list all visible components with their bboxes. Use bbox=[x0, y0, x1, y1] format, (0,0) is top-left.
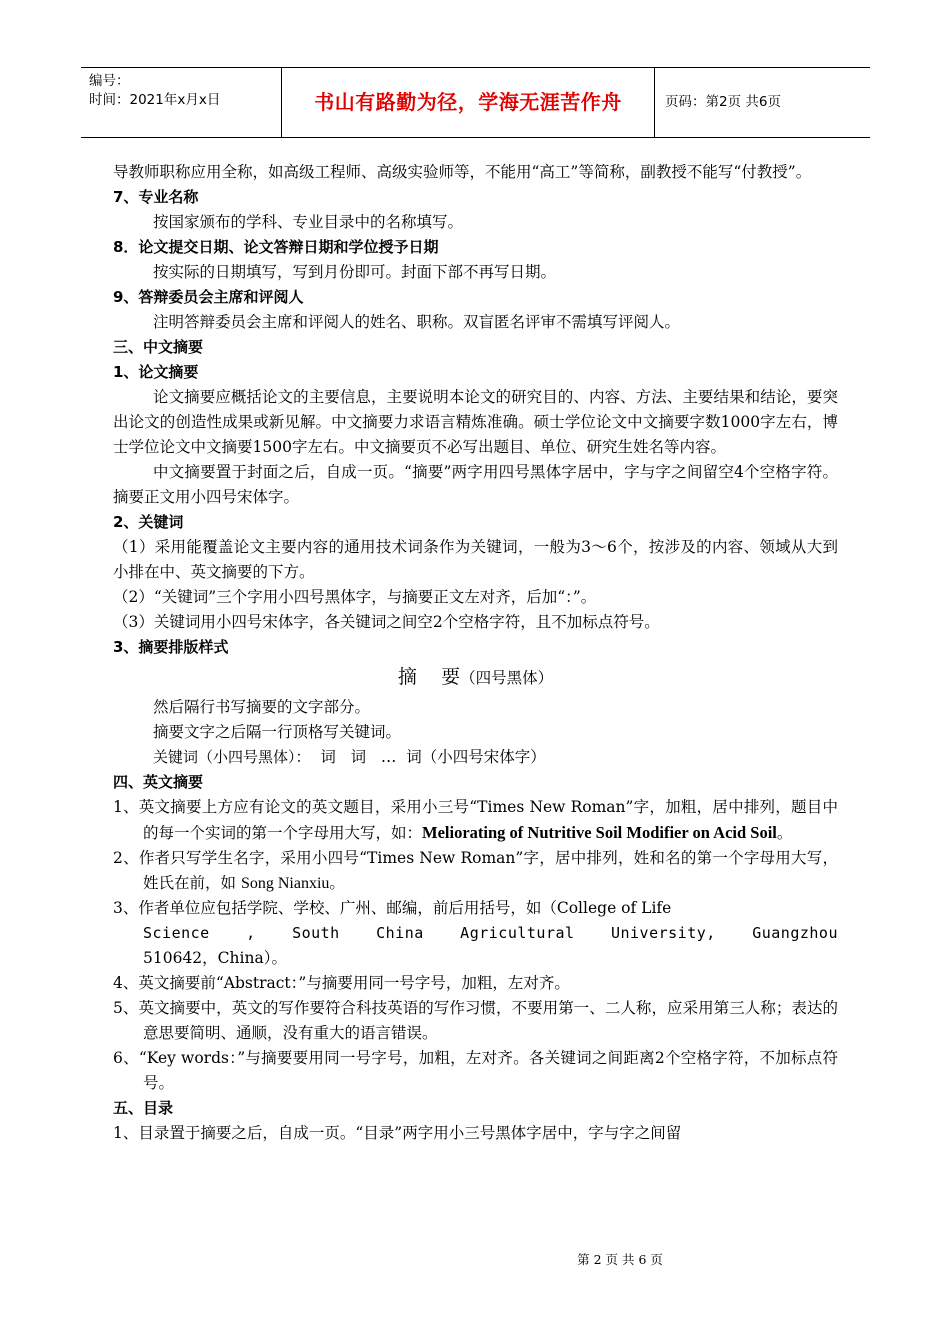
keyword-rule-3: （3）关键词用小四号宋体字，各关键词之间空2个空格字符，且不加标点符号。 bbox=[113, 613, 660, 631]
english-rule-3-line-a: 3、作者单位应包括学院、学校、广州、邮编，前后用括号，如（College of Life bbox=[113, 899, 672, 917]
section-table-of-contents: 五、目录 bbox=[113, 1099, 174, 1117]
english-rule-1 bbox=[113, 795, 838, 846]
heading-abstract-layout: 3、摘要排版样式 bbox=[113, 638, 229, 656]
english-rule-3 bbox=[113, 896, 838, 971]
english-title-example: Meliorating of Nutritive Soil Modifier on Acid Soil bbox=[422, 823, 777, 842]
heading-committee: 9、答辩委员会主席和评阅人 bbox=[113, 288, 304, 306]
section-english-abstract: 四、英文摘要 bbox=[113, 773, 204, 791]
english-rule-2 bbox=[113, 846, 838, 896]
english-rule-2-end: 。 bbox=[329, 874, 345, 892]
sample-keywords-label: 关键词（小四号黑体）： bbox=[153, 748, 311, 766]
author-name-example: Song Nianxiu bbox=[240, 875, 330, 892]
keyword-rule-2: （2）“关键词”三个字用小四号黑体字，与摘要正文左对齐，后加“：”。 bbox=[113, 588, 597, 606]
heading-abstract: 1、论文摘要 bbox=[113, 363, 199, 381]
time-label: 时间：2021年x月x日 bbox=[89, 92, 221, 108]
section-chinese-abstract: 三、中文摘要 bbox=[113, 338, 204, 356]
header-meta bbox=[81, 68, 282, 137]
english-rule-1-end: 。 bbox=[776, 824, 793, 842]
header-page-label: 页码：第2页 共6页 bbox=[665, 94, 781, 110]
english-rule-2-text: 2、作者只写学生名字，采用小四号“Times New Roman”字，居中排列，姓和名的第一个字母用大写，姓氏在前，如 bbox=[113, 849, 838, 892]
english-rule-3-line-c: 510642，China）。 bbox=[143, 949, 287, 967]
paragraph-abstract-format: 中文摘要置于封面之后，自成一页。“摘要”两字用四号黑体字居中，字与字之间留空4个空格字符。摘要正文用小四号宋体字。 bbox=[113, 463, 838, 506]
page-footer: 第 2 页 共 6 页 bbox=[577, 1252, 663, 1267]
sample-line-1: 然后隔行书写摘要的文字部分。 bbox=[153, 698, 371, 716]
keyword-rule-1: （1）采用能覆盖论文主要内容的通用技术词条作为关键词，一般为3～6个，按涉及的内容、领域从大到小排在中、英文摘要的下方。 bbox=[113, 538, 838, 581]
document-body bbox=[113, 160, 838, 1146]
header-motto: 书山有路勤为径，学海无涯苦作舟 bbox=[282, 68, 655, 137]
heading-major-name: 7、专业名称 bbox=[113, 188, 199, 206]
english-rule-6: 6、“Key words：”与摘要要用同一号字号，加粗，左对齐。各关键词之间距离2个空格字符，不加标点符号。 bbox=[113, 1049, 838, 1092]
paragraph-major-name: 按国家颁布的学科、专业目录中的名称填写。 bbox=[153, 213, 464, 231]
english-rule-4: 4、英文摘要前“Abstract：”与摘要用同一号字号，加粗，左对齐。 bbox=[113, 974, 570, 992]
sample-abstract-title bbox=[113, 660, 838, 695]
sample-title-text: 摘 要 bbox=[397, 666, 461, 688]
toc-rule-1: 1、目录置于摘要之后，自成一页。“目录”两字用小三号黑体字居中，字与字之间留 bbox=[113, 1124, 682, 1142]
paragraph-advisor-title: 导教师职称应用全称，如高级工程师、高级实验师等，不能用“高工”等简称，副教授不能写“付教授”。 bbox=[113, 163, 812, 181]
paragraph-committee: 注明答辩委员会主席和评阅人的姓名、职称。双盲匿名评审不需填写评阅人。 bbox=[153, 313, 681, 331]
sample-line-2: 摘要文字之后隔一行顶格写关键词。 bbox=[153, 723, 402, 741]
sample-title-note: （四号黑体） bbox=[460, 669, 554, 687]
english-rule-1-text: 1、英文摘要上方应有论文的英文题目，采用小三号“Times New Roman”字，加粗，居中排列，题目中的每一个实词的第一个字母用大写，如： bbox=[113, 798, 838, 842]
english-rule-3-line-b: Science , South China Agricultural University, Guangzhou bbox=[143, 924, 838, 942]
page-header bbox=[81, 67, 870, 138]
number-label: 编号： bbox=[89, 73, 130, 89]
heading-dates: 8．论文提交日期、论文答辩日期和学位授予日期 bbox=[113, 238, 439, 256]
heading-keywords: 2、关键词 bbox=[113, 513, 184, 531]
paragraph-dates: 按实际的日期填写，写到月份即可。封面下部不再写日期。 bbox=[153, 263, 557, 281]
sample-keywords-line bbox=[113, 745, 838, 770]
sample-keywords-text: 词 词 … 词（小四号宋体字） bbox=[310, 748, 546, 766]
paragraph-abstract-content: 论文摘要应概括论文的主要信息，主要说明本论文的研究目的、内容、方法、主要结果和结论，要突出论文的创造性成果或新见解。中文摘要力求语言精炼准确。硕士学位论文中文摘要字数1000字左右，博士学位论文中文摘要1500字左右。中文摘要页不必写出题目、单位、研究生姓名等内容。 bbox=[113, 388, 838, 456]
english-rule-5: 5、英文摘要中，英文的写作要符合科技英语的写作习惯，不要用第一、二人称，应采用第三人称；表达的意思要简明、通顺，没有重大的语言错误。 bbox=[113, 999, 838, 1042]
